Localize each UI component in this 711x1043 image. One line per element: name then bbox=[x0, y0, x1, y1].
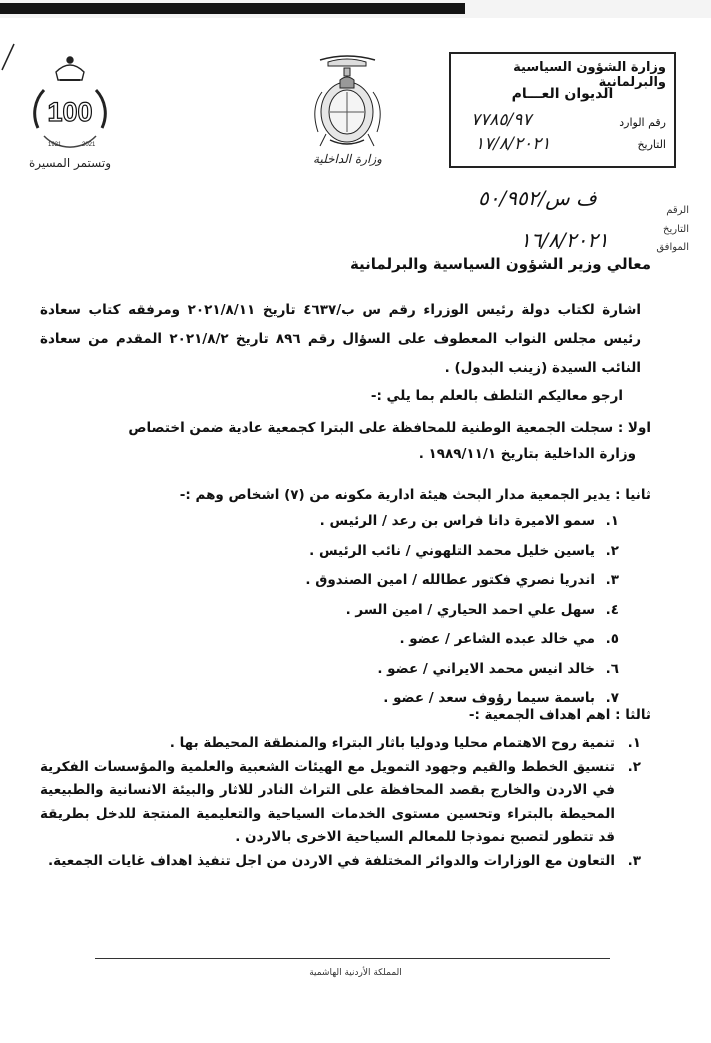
list-item: ٦.خالد انيس محمد الايراني / عضو . bbox=[377, 660, 619, 677]
list-item: ١. تنمية روح الاهتمام محليا ودوليا باثار البتراء والمنطقة المحيطة بها . bbox=[169, 735, 641, 751]
addressee: معالي وزير الشؤون السياسية والبرلمانية bbox=[349, 255, 651, 273]
association-goals-list bbox=[40, 732, 641, 873]
scan-edge-mark bbox=[0, 42, 20, 72]
second-point-intro: ثانيا : يدير الجمعية مدار البحث هيئة ادارية مكونه من (٧) اشخاص وهم :- bbox=[179, 487, 651, 503]
list-item: ٣. التعاون مع الوزارات والدوائر المختلفة في الاردن من اجل تنفيذ اهداف غايات الجمعية. bbox=[47, 852, 641, 869]
first-point-line2: وزارة الداخلية بتاريخ ١٩٨٩/١١/١ . bbox=[418, 446, 636, 462]
coat-of-arms bbox=[300, 52, 395, 182]
list-item: ١.سمو الاميرة دانا فراس بن رعد / الرئيس . bbox=[319, 513, 619, 529]
list-item: ٢. تنسيق الخطط والقيم وجهود التمويل مع الهيئات الشعبية والعلمية والمؤسسات الفكرية في الاردن والخارج بقصد المحافظة على التراث النادر للاثار والبيئة الانسانية والطبيعية المحيطة بالبتراء وتحسين مستوى الخدمات السياحية والتعليمية المنتجة للدخل بطريقة قد تتطور لتصبح نموذجا للمعالم السياحية الاخرى بالاردن . bbox=[40, 758, 641, 845]
list-item: ٧.باسمة سيما رؤوف سعد / عضو . bbox=[383, 690, 619, 706]
scan-black-bar bbox=[0, 3, 465, 14]
stamp-incoming-label: رقم الوارد bbox=[619, 116, 666, 129]
board-members-list bbox=[305, 507, 619, 714]
list-item: ٥.مي خالد عبده الشاعر / عضو . bbox=[399, 631, 619, 647]
incoming-stamp bbox=[449, 52, 676, 168]
stamp-date-value: ١٧/٨/٢٠٢١ bbox=[475, 134, 551, 154]
footer-text: المملكة الأردنية الهاشمية bbox=[309, 968, 402, 978]
stamp-title: وزارة الشؤون السياسية والبرلمانية bbox=[513, 60, 666, 90]
third-point-intro: ثالثا : اهم اهداف الجمعية :- bbox=[468, 707, 651, 723]
footer-divider bbox=[95, 958, 610, 959]
intro-paragraph: اشارة لكتاب دولة رئيس الوزراء رقم س ب/٤٦٣٧ تاريخ ٢٠٢١/٨/١١ ومرفقه كتاب سعادة رئيس مجلس النواب المعطوف على السؤال رقم ٨٩٦ تاريخ ٢٠٢١/٨/٢ المقدم من سعادة النائب السيدة (زينب البدول) . bbox=[40, 302, 642, 376]
reference-number-value: ف س/٥٠/٩٥٢ bbox=[478, 186, 597, 210]
centenary-emblem-icon bbox=[20, 50, 120, 155]
reference-date-label: التاريخ bbox=[663, 224, 689, 235]
reference-corresponding-label: الموافق bbox=[656, 242, 689, 253]
centenary-logo bbox=[20, 50, 120, 185]
first-point-line1: اولا : سجلت الجمعية الوطنية للمحافظة على البترا كجمعية عادية ضمن اختصاص bbox=[128, 420, 651, 436]
stamp-date-label: التاريخ bbox=[637, 138, 666, 151]
logo-tagline: وتستمر المسيرة bbox=[29, 156, 111, 170]
logo-number: 100 bbox=[47, 97, 93, 127]
stamp-subtitle: الديوان العـــام bbox=[511, 86, 614, 102]
logo-year-right: 2021 bbox=[82, 142, 96, 148]
reference-corresponding-value: ١٦/٨/٢٠٢١ bbox=[520, 228, 609, 252]
list-item: ٤.سهل علي احمد الحياري / امين السر . bbox=[345, 601, 619, 618]
logo-year-left: 1921 bbox=[48, 142, 62, 148]
coat-of-arms-icon bbox=[300, 52, 395, 152]
list-item: ٢.ياسين خليل محمد التلهوني / نائب الرئيس . bbox=[309, 542, 619, 559]
stamp-incoming-value: ٧٧٨٥/٩٧ bbox=[471, 110, 532, 130]
request-line: ارجو معاليكم التلطف بالعلم بما يلي :- bbox=[370, 388, 623, 404]
ministry-name: وزارة الداخلية bbox=[313, 152, 382, 166]
scan-top-band bbox=[0, 0, 711, 18]
reference-number-label: الرقم bbox=[666, 205, 689, 216]
list-item: ٣.اندريا نصري فكتور عطالله / امين الصندوق . bbox=[305, 572, 619, 588]
